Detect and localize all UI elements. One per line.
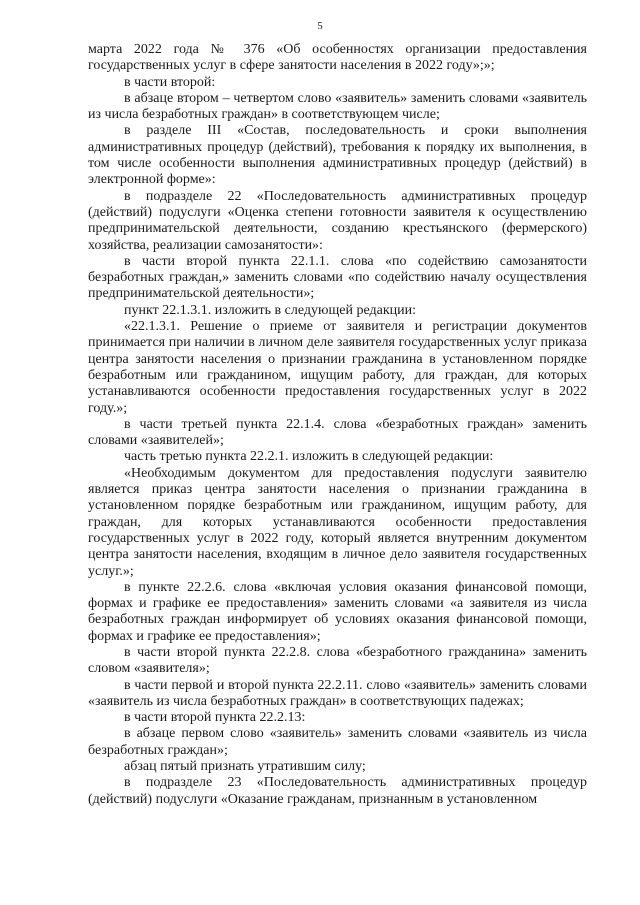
paragraph: в части второй: [124, 74, 216, 90]
paragraph: в части второй пункта 22.2.13: [124, 710, 306, 726]
paragraph: в части третьей пункта 22.1.4. слова «безработных граждан» заменить словами «заявителей»; [88, 416, 587, 449]
paragraph: в абзаце втором – четвертом слово «заявитель» заменить словами «заявитель из числа безработных граждан» в соответствующем числе; [88, 90, 587, 123]
paragraph: «Необходимым документом для предоставления подуслуги заявителю является приказ центра занятости населения о признании гражданина в установленном порядке безработным или гражданином, ищущим работу, для граждан, для которых устанавливаются особенности предоставления государственных услуг в 2022 году, который является внутренним документом центра занятости населения, входящим в личное дело заявителя государственных услуг.»; [88, 465, 587, 579]
paragraph: абзац пятый признать утратившим силу; [124, 759, 366, 775]
paragraph: часть третью пункта 22.2.1. изложить в следующей редакции: [124, 449, 494, 465]
paragraph: в пункте 22.2.6. слова «включая условия оказания финансовой помощи, формах и графике ее предоставления» заменить словами «а заявителя из числа безработных граждан информирует об условиях оказания финансовой помощи, формах и графике ее предоставления»; [88, 579, 587, 644]
paragraph: в подразделе 23 «Последовательность административных процедур (действий) подуслуги «Оказание гражданам, признанным в установленном [88, 775, 587, 807]
paragraph: в подразделе 22 «Последовательность административных процедур (действий) подуслуги «Оценка степени готовности заявителя к осуществлению предпринимательской деятельности, созданию крестьянского (фермерского) хозяйства, реализации самозанятости»: [88, 188, 587, 253]
paragraph: пункт 22.1.3.1. изложить в следующей редакции: [124, 302, 416, 318]
paragraph: в части второй пункта 22.2.8. слова «безработного гражданина» заменить словом «заявителя»; [88, 644, 587, 677]
paragraph: «22.1.3.1. Решение о приеме от заявителя и регистрации документов принимается при наличии в личном деле заявителя государственных услуг приказа центра занятости населения о признании гражданина в установленном порядке безработным или гражданином, ищущим работу, для граждан, для которых устанавливаются особенности предоставления государственных услуг в 2022 году.»; [88, 319, 587, 416]
paragraph: в части второй пункта 22.1.1. слова «по содействию самозанятости безработных граждан,» заменить словами «по содействию началу осуществления предпринимательской деятельности»; [88, 253, 587, 302]
page-number: 5 [317, 20, 323, 32]
paragraph: в абзаце первом слово «заявитель» заменить словами «заявитель из числа безработных граждан»; [88, 726, 587, 758]
paragraph: в разделе III «Состав, последовательность и сроки выполнения административных процедур (действий), требования к порядку их выполнения, в том числе особенности выполнения административных процедур (действий) в электронной форме»: [88, 123, 587, 188]
paragraph: в части первой и второй пункта 22.2.11. слово «заявитель» заменить словами «заявитель из числа безработных граждан» в соответствующих падежах; [88, 677, 587, 709]
document-body [88, 42, 587, 808]
paragraph: марта 2022 года № 376 «Об особенностях организации предоставления государственных услуг в сфере занятости населения в 2022 году»;»; [88, 42, 587, 74]
